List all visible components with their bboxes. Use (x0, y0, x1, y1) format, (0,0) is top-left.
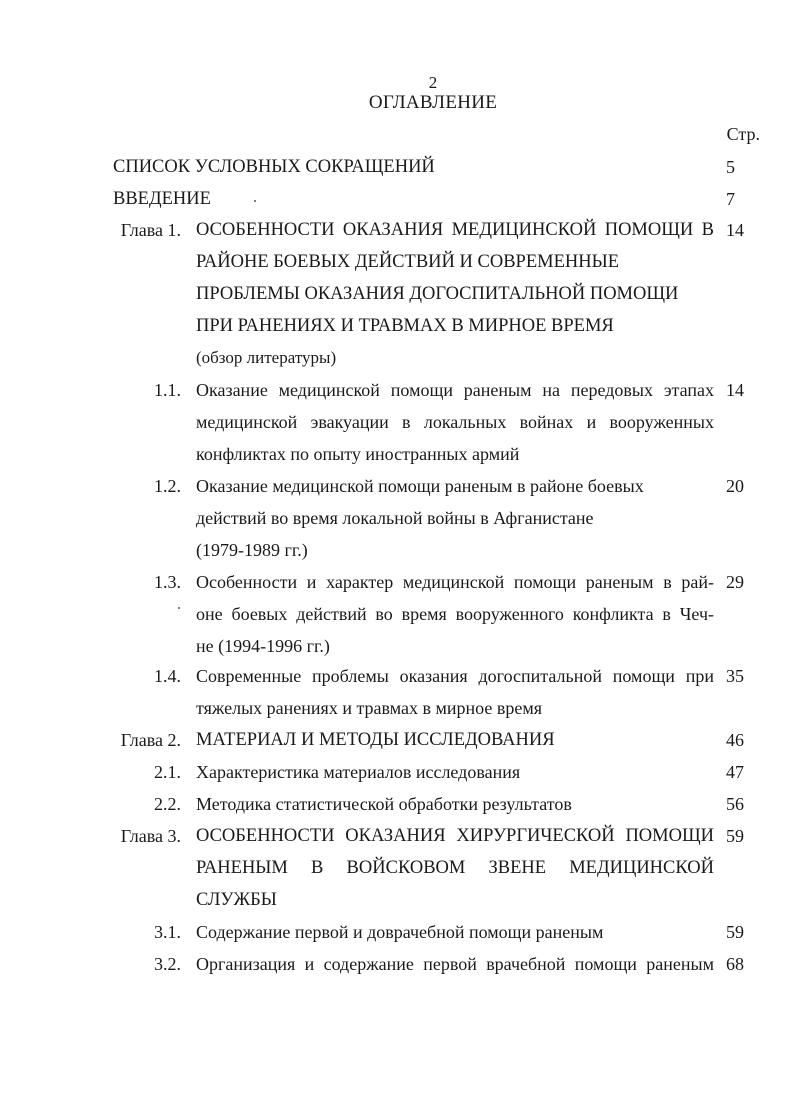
page-number: 2 (428, 73, 438, 92)
scan-speck (254, 200, 256, 202)
toc-entry-page: 7 (726, 189, 735, 209)
toc-entry-line: СПИСОК УСЛОВНЫХ СОКРАЩЕНИЙ (113, 157, 435, 177)
toc-entry-page: 14 (726, 220, 744, 240)
toc-entry-label: 2.2. (154, 794, 181, 814)
toc-entry-line: (1979-1989 гг.) (196, 540, 308, 560)
toc-entry-line: ПРИ РАНЕНИЯХ И ТРАВМАХ В МИРНОЕ ВРЕМЯ (196, 316, 614, 336)
toc-entry-label: Глава 2. (120, 730, 181, 750)
page-column-label: Стр. (726, 124, 760, 144)
toc-entry-label: Глава 1. (120, 220, 181, 240)
toc-entry-line: Оказание медицинской помощи раненым в районе боевых (196, 476, 644, 496)
toc-entry-line: оне боевых действий во время вооруженного конфликта в Чеч- (196, 604, 714, 624)
toc-entry-page: 47 (726, 762, 744, 782)
toc-entry-page: 59 (726, 826, 744, 846)
toc-entry-label: Глава 3. (120, 826, 181, 846)
toc-entry-label: 1.3. (154, 572, 181, 592)
toc-entry-line: РАЙОНЕ БОЕВЫХ ДЕЙСТВИЙ И СОВРЕМЕННЫЕ (196, 252, 620, 272)
toc-entry-line: действий во время локальной войны в Афганистане (196, 508, 594, 528)
toc-entry-line: РАНЕНЫМ В ВОЙСКОВОМ ЗВЕНЕ МЕДИЦИНСКОЙ (196, 858, 714, 878)
toc-entry-title (196, 660, 714, 724)
toc-entry-page: 59 (726, 922, 744, 942)
toc-entry-label: 1.1. (154, 380, 181, 400)
toc-entry-page: 35 (726, 666, 744, 686)
toc-entry-line: ПРОБЛЕМЫ ОКАЗАНИЯ ДОГОСПИТАЛЬНОЙ ПОМОЩИ (196, 284, 679, 304)
toc-entry-page: 46 (726, 730, 744, 750)
toc-entry-title (196, 916, 714, 948)
toc-entry-title (196, 566, 714, 662)
toc-entry-title (196, 214, 714, 374)
toc-entry-page: 14 (726, 380, 744, 400)
toc-entry-line: медицинской эвакуации в локальных войнах и вооруженных (196, 412, 714, 432)
toc-entry-title (196, 788, 714, 820)
toc-entry-line: Особенности и характер медицинской помощи раненым в рай- (196, 572, 714, 592)
toc-entry-label: 3.2. (154, 954, 181, 974)
toc-entry-page: 20 (726, 476, 744, 496)
scan-speck (178, 607, 180, 609)
toc-entry-line: не (1994-1996 гг.) (196, 636, 330, 656)
toc-entry-page: 5 (726, 157, 735, 177)
toc-entry-line: Характеристика материалов исследования (196, 762, 521, 782)
toc-entry-line: МАТЕРИАЛ И МЕТОДЫ ИССЛЕДОВАНИЯ (196, 730, 555, 750)
toc-entry-label: 1.2. (154, 476, 181, 496)
toc-entry-page: 68 (726, 954, 744, 974)
toc-entry-title (196, 820, 714, 916)
toc-entry-label: 3.1. (154, 922, 181, 942)
toc-entry-title (113, 183, 713, 215)
toc-entry-page: 56 (726, 794, 744, 814)
toc-entry-line: Содержание первой и доврачебной помощи раненым (196, 922, 604, 942)
toc-entry-title (196, 470, 714, 566)
toc-entry-line: Методика статистической обработки результатов (196, 794, 572, 814)
toc-entry-title (196, 724, 714, 756)
toc-entry-line: ВВЕДЕНИЕ (113, 189, 211, 209)
toc-entry-title (196, 756, 714, 788)
toc-heading: ОГЛАВЛЕНИЕ (368, 92, 498, 113)
toc-entry-page: 29 (726, 572, 744, 592)
toc-entry-line: тяжелых ранениях и травмах в мирное время (196, 698, 543, 718)
toc-entry-line: Оказание медицинской помощи раненым на передовых этапах (196, 380, 714, 400)
toc-entry-line: СЛУЖБЫ (196, 890, 277, 910)
toc-entry-label: 2.1. (154, 762, 181, 782)
toc-entry-title (196, 948, 714, 980)
toc-entry-label: 1.4. (154, 666, 181, 686)
toc-entry-line: (обзор литературы) (196, 348, 337, 367)
toc-entry-line: Современные проблемы оказания догоспитальной помощи при (196, 666, 714, 686)
toc-entry-line: конфликтах по опыту иностранных армий (196, 444, 520, 464)
toc-entry-title (113, 151, 713, 183)
toc-entry-line: ОСОБЕННОСТИ ОКАЗАНИЯ ХИРУРГИЧЕСКОЙ ПОМОЩИ (196, 826, 714, 846)
toc-entry-line: Организация и содержание первой врачебной помощи раненым (196, 954, 714, 974)
toc-entry-line: ОСОБЕННОСТИ ОКАЗАНИЯ МЕДИЦИНСКОЙ ПОМОЩИ В (196, 220, 714, 240)
toc-entry-title (196, 374, 714, 470)
